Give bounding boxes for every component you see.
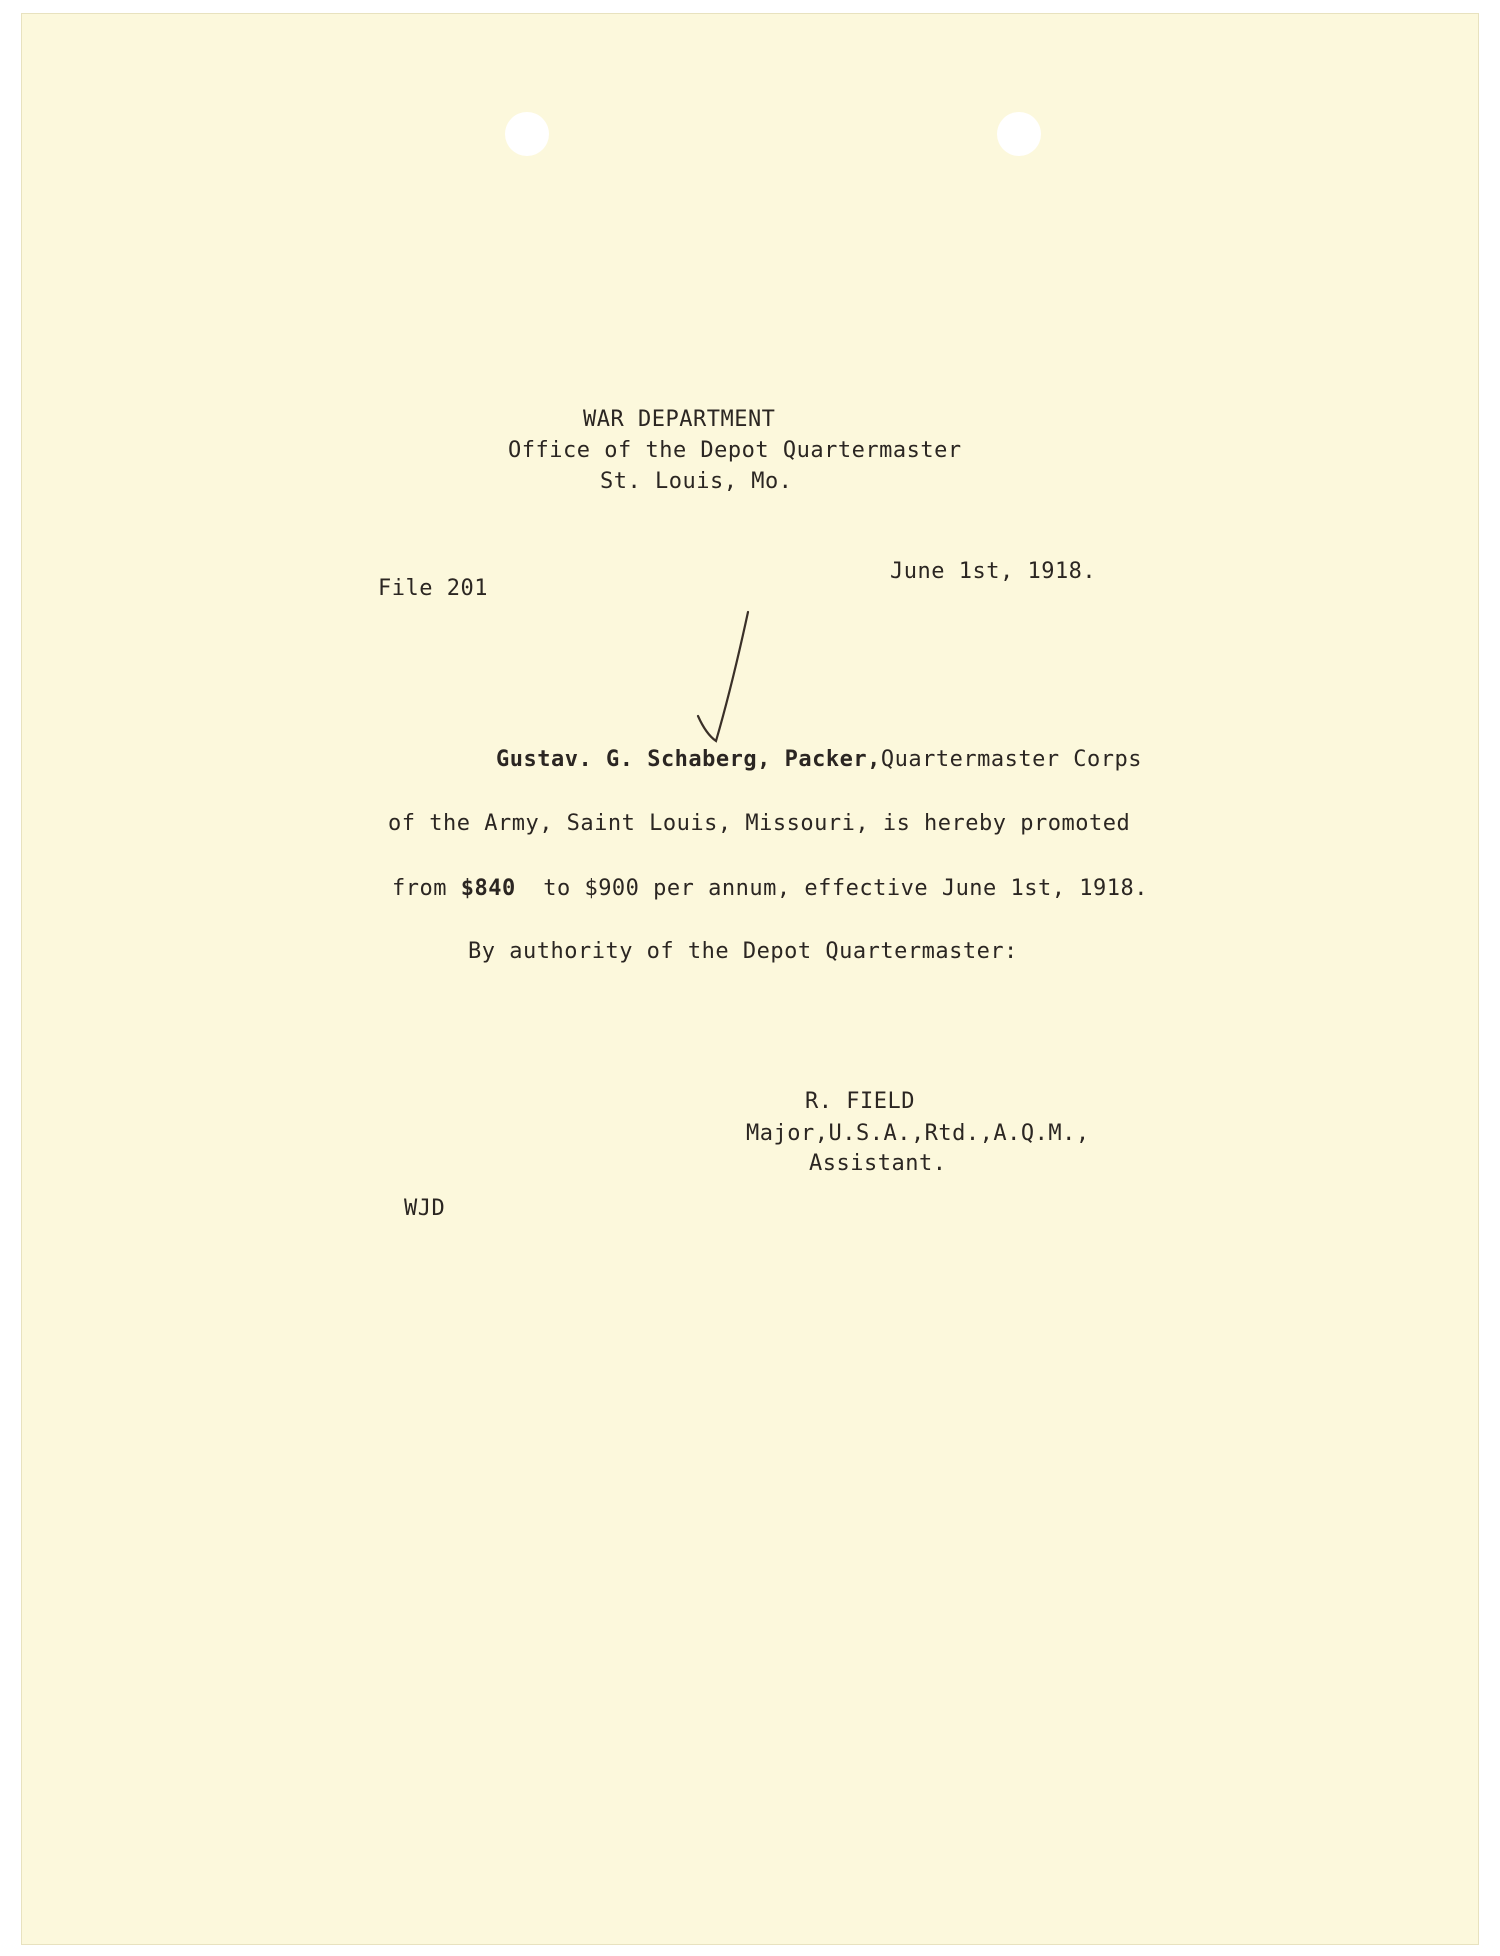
punch-hole-right: [997, 112, 1041, 156]
signature-title: Major,U.S.A.,Rtd.,A.Q.M.,: [746, 1121, 1090, 1146]
body-line-4: By authority of the Depot Quartermaster:: [468, 939, 1018, 964]
letterhead-office: Office of the Depot Quartermaster: [508, 438, 962, 463]
punch-hole-left: [505, 112, 549, 156]
document-page: [22, 14, 1478, 1944]
old-salary: $840: [460, 876, 516, 901]
employee-name: Gustav. G. Schaberg, Packer,: [496, 747, 881, 772]
file-reference: File 201: [378, 576, 488, 601]
letterhead-location: St. Louis, Mo.: [600, 469, 793, 494]
handwritten-checkmark-icon: [694, 604, 754, 749]
body-line-1-rest: Quartermaster Corps: [880, 747, 1143, 772]
body-line-3: [392, 876, 1148, 901]
body-line-2: of the Army, Saint Louis, Missouri, is hereby promoted: [388, 811, 1131, 836]
body-line-1: [496, 747, 1142, 772]
signature-role: Assistant.: [809, 1151, 947, 1176]
document-date: June 1st, 1918.: [890, 559, 1097, 584]
typist-initials: WJD: [404, 1196, 446, 1221]
body-line-3-end: to $900 per annum, effective June 1st, 1918.: [515, 876, 1148, 901]
signature-name: R. FIELD: [805, 1089, 915, 1114]
body-line-3-start: from: [392, 876, 461, 901]
letterhead-department: WAR DEPARTMENT: [583, 407, 776, 432]
